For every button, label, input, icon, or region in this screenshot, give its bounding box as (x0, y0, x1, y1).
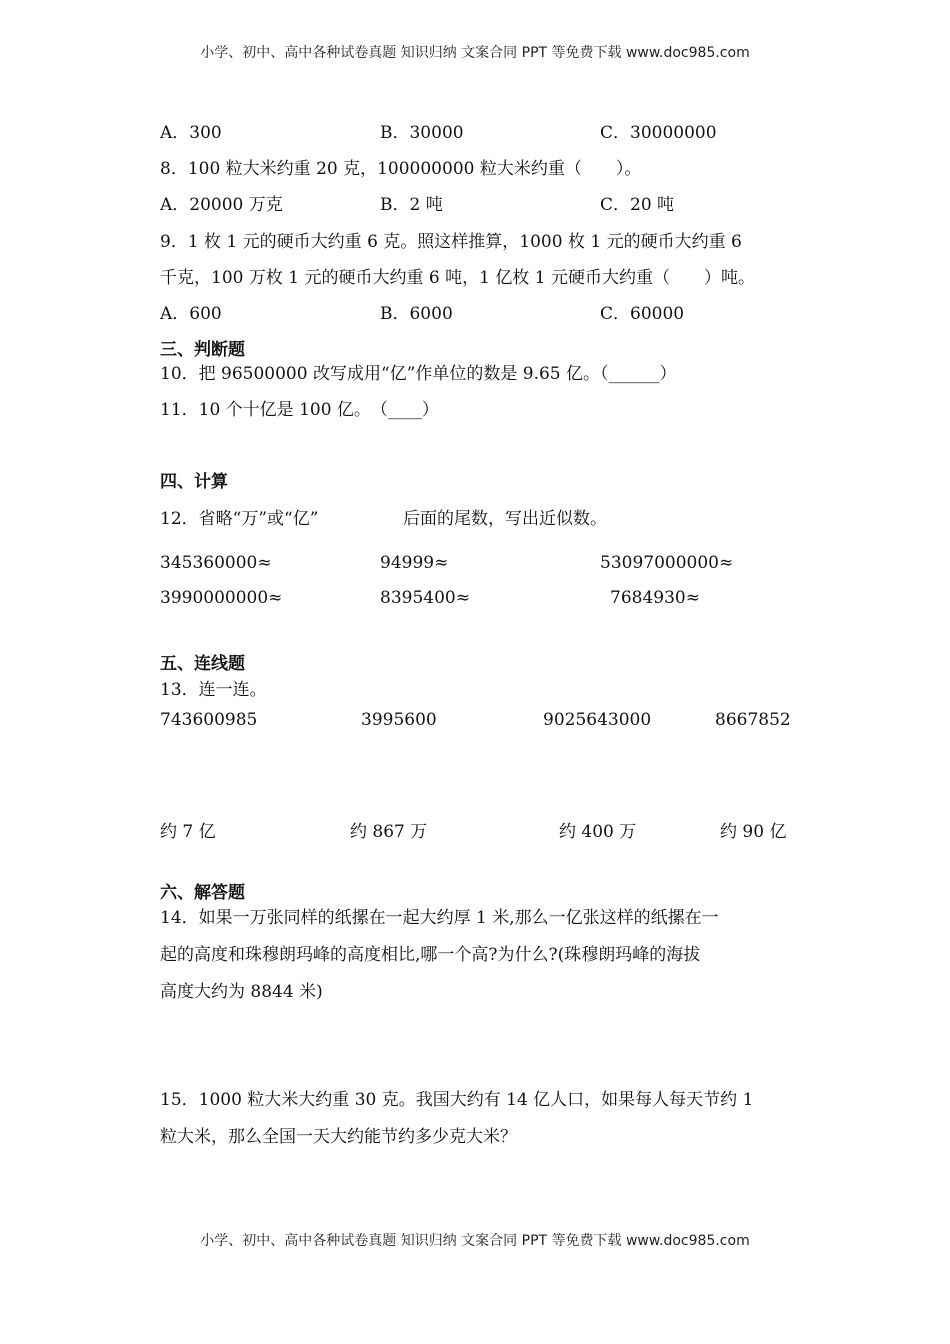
q13: 13．连一连。 (160, 680, 267, 700)
q7-option-c: C．30000000 (600, 123, 717, 143)
q8-option-a: A．20000 万克 (160, 195, 283, 215)
q12-item: 3990000000≈ (160, 588, 283, 608)
q12-item: 8395400≈ (380, 588, 470, 608)
match-number: 3995600 (361, 710, 437, 730)
q9-line-1: 9．1 枚 1 元的硬币大约重 6 克。照这样推算，1000 枚 1 元的硬币大约重 6 (160, 232, 742, 252)
q12-item: 94999≈ (380, 553, 449, 573)
page-header: 小学、初中、高中各种试卷真题 知识归纳 文案合同 PPT 等免费下载 www.doc985.com (200, 45, 750, 61)
section-5-title: 五、连线题 (160, 654, 245, 674)
q7-option-b: B．30000 (380, 123, 464, 143)
match-answer: 约 400 万 (559, 822, 637, 842)
match-number: 9025643000 (543, 710, 652, 730)
q9-option-a: A．600 (160, 304, 222, 324)
q12-part-2: 后面的尾数，写出近似数。 (403, 509, 607, 529)
q14-line-1: 14．如果一万张同样的纸摞在一起大约厚 1 米,那么一亿张这样的纸摞在一 (160, 908, 719, 928)
match-answer: 约 90 亿 (720, 822, 787, 842)
q8-stem: 8．100 粒大米约重 20 克，100000000 粒大米约重（ ）。 (160, 159, 642, 179)
q9-option-b: B．6000 (380, 304, 453, 324)
section-4-title: 四、计算 (160, 472, 228, 492)
q9-option-c: C．60000 (600, 304, 685, 324)
section-6-title: 六、解答题 (160, 883, 245, 903)
q12-item: 345360000≈ (160, 553, 272, 573)
q14-line-3: 高度大约为 8844 米) (160, 982, 323, 1002)
q15-line-1: 15．1000 粒大米大约重 30 克。我国大约有 14 亿人口，如果每人每天节约 1 (160, 1090, 754, 1110)
q12-part-1: 12．省略“万”或“亿” (160, 509, 319, 529)
q7-option-a: A．300 (160, 123, 222, 143)
q15-line-2: 粒大米，那么全国一天大约能节约多少克大米？ (160, 1127, 517, 1147)
q8-option-c: C．20 吨 (600, 195, 675, 215)
q9-line-2: 千克，100 万枚 1 元的硬币大约重 6 吨，1 亿枚 1 元硬币大约重（ ）吨。 (160, 268, 755, 288)
match-answer: 约 7 亿 (160, 822, 216, 842)
section-3-title: 三、判断题 (160, 340, 245, 360)
match-number: 743600985 (160, 710, 258, 730)
q11: 11．10 个十亿是 100 亿。 （____） (160, 400, 439, 420)
q14-line-2: 起的高度和珠穆朗玛峰的高度相比,哪一个高?为什么?(珠穆朗玛峰的海拔 (160, 945, 701, 965)
match-answer: 约 867 万 (350, 822, 428, 842)
q10: 10．把 96500000 改写成用“亿”作单位的数是 9.65 亿。（______） (160, 364, 677, 384)
page-footer: 小学、初中、高中各种试卷真题 知识归纳 文案合同 PPT 等免费下载 www.doc985.com (200, 1233, 750, 1249)
q12-item: 7684930≈ (610, 588, 700, 608)
match-number: 8667852 (715, 710, 791, 730)
q12-item: 53097000000≈ (600, 553, 734, 573)
q8-option-b: B．2 吨 (380, 195, 443, 215)
